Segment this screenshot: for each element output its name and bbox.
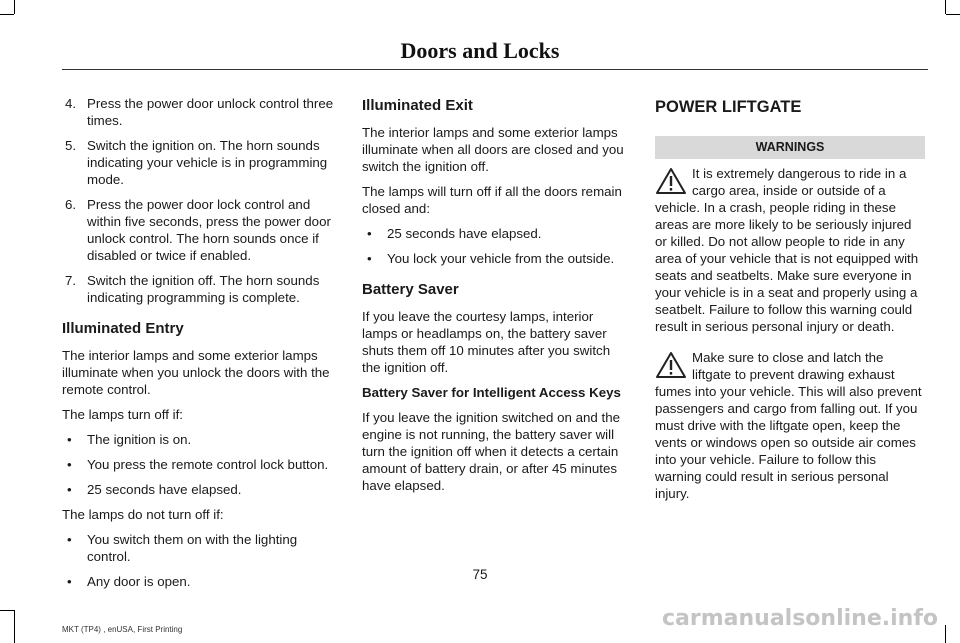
crop-mark (14, 0, 15, 14)
item-number: 4. (65, 96, 77, 111)
footer-text: MKT (TP4) , enUSA, First Printing (62, 625, 183, 634)
crop-mark (0, 14, 14, 15)
battery-saver-heading: Battery Saver (362, 281, 459, 298)
illuminated-entry-heading: Illuminated Entry (62, 320, 184, 337)
list-item: • 25 seconds have elapsed. (67, 482, 242, 497)
crop-mark (0, 610, 14, 611)
column-2 (362, 95, 632, 502)
column-3 (655, 95, 925, 516)
power-liftgate-heading: POWER LIFTGATE (655, 98, 802, 116)
crop-mark (946, 14, 960, 15)
list-item: • 25 seconds have elapsed. (367, 226, 542, 241)
item-text: You switch them on with the lighting control. (87, 532, 298, 564)
list-item (62, 272, 338, 306)
paragraph: The lamps turn off if: (62, 407, 183, 422)
list-item: • You lock your vehicle from the outside. (367, 251, 615, 266)
crop-mark (14, 610, 15, 643)
paragraph: The interior lamps and some exterior lamps illuminate when all doors are closed and you switch the ignition off. (362, 125, 624, 174)
list-item (62, 196, 338, 264)
paragraph: The lamps will turn off if all the doors remain closed and: (362, 184, 622, 216)
crop-mark (945, 0, 946, 14)
crop-mark (945, 625, 946, 643)
warning-block (655, 349, 925, 502)
item-number: 5. (65, 138, 77, 153)
warning-text: It is extremely dangerous to ride in a cargo area, inside or outside of a vehicle. In a crash, people riding in these areas are more likely to be seriously injured or killed. Do not allow people to ride in any area of your vehicle that is not equipped with seats and seatbelts. Make sure everyone in your vehicle is in a seat and properly using a seatbelt. Failure to follow this warning could result in serious personal injury or death. (655, 166, 919, 334)
item-text: 25 seconds have elapsed. (387, 226, 542, 241)
warning-block (655, 165, 925, 335)
item-text: 25 seconds have elapsed. (87, 482, 242, 497)
item-text: The ignition is on. (87, 432, 192, 447)
paragraph: If you leave the ignition switched on and the engine is not running, the battery saver will turn the ignition off when it detects a certain amount of battery drain, or after 45 minutes have elapsed. (362, 410, 620, 493)
item-text: Press the power door lock control and within five seconds, press the power door unlock control. The horn sounds once if disabled or twice if enabled. (87, 197, 331, 263)
list-item: • You press the remote control lock button. (67, 457, 329, 472)
page-title: Doors and Locks (400, 38, 560, 63)
list-item (62, 95, 338, 129)
item-text: Switch the ignition on. The horn sounds indicating your vehicle is in programming mode. (87, 138, 328, 187)
paragraph: If you leave the courtesy lamps, interior lamps or headlamps on, the battery saver shuts them off 10 minutes after you switch the ignition off. (362, 309, 611, 375)
item-text: Switch the ignition off. The horn sounds indicating programming is complete. (87, 273, 320, 305)
warnings-label: WARNINGS (655, 136, 925, 159)
item-text: Press the power door unlock control three times. (87, 96, 334, 128)
paragraph: The lamps do not turn off if: (62, 507, 224, 522)
header-divider (62, 69, 928, 70)
list-item (62, 137, 338, 188)
watermark-text: carmanualsonline.info (662, 606, 938, 631)
item-text: Any door is open. (87, 574, 191, 589)
warning-triangle-icon (655, 351, 687, 379)
list-item: • You switch them on with the lighting control. (67, 532, 298, 564)
item-text: You lock your vehicle from the outside. (387, 251, 615, 266)
list-item: • Any door is open. (67, 574, 191, 589)
warning-text: Make sure to close and latch the liftgate to prevent drawing exhaust fumes into your vehicle. This will also prevent passengers and cargo from falling out. If you must drive with the liftgate open, keep the vents or windows open so outside air comes into your vehicle. Failure to follow this warning could result in serious personal injury. (655, 350, 922, 501)
paragraph: The interior lamps and some exterior lamps illuminate when you unlock the doors with the remote control. (62, 348, 330, 397)
item-number: 6. (65, 197, 77, 212)
list-item: • The ignition is on. (67, 432, 192, 447)
page-number: 75 (472, 567, 488, 582)
illuminated-exit-heading: Illuminated Exit (362, 97, 473, 114)
column-1 (62, 95, 338, 598)
item-text: You press the remote control lock button. (87, 457, 329, 472)
warning-triangle-icon (655, 167, 687, 195)
item-number: 7. (65, 273, 77, 288)
battery-saver-subheading: Battery Saver for Intelligent Access Keys (362, 385, 621, 400)
